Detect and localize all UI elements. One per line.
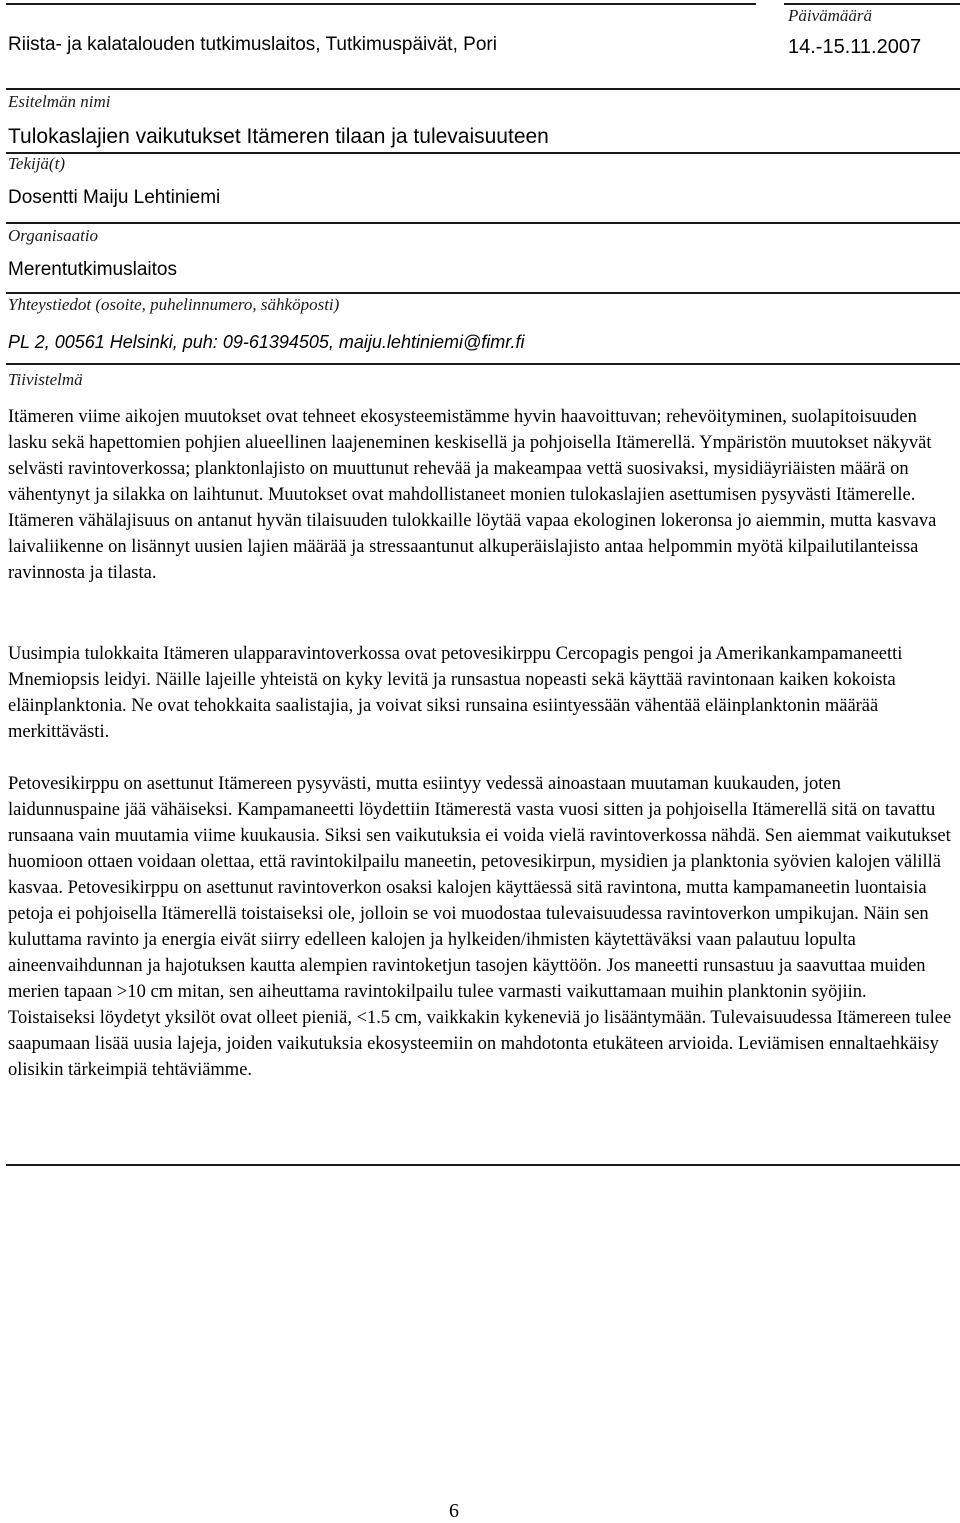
summary-text-3: Petovesikirppu on asettunut Itämereen pysyvästi, mutta esiintyy vedessä ainoastaan muutaman kuukauden, joten laidunnuspaine jää vähäiseksi. Kampamaneetti löydettiin Itämerestä vasta vuosi sitten ja pohjoisella Itämerellä sitä on tavattu runsaana vain muutamia viime kuukausia. Siksi sen vaikutuksia ei voida vielä ravintoverkossa nähdä. Sen aiemmat vaikutukset huomioon ottaen voidaan olettaa, että ravintokilpailu maneetin, petovesikirpun, mysidien ja planktonia syövien kalojen välillä kasvaa. Petovesikirppu on asettunut ravintoverkon osaksi kalojen käyttäessä sitä ravintona, mutta kampamaneetin luontaisia petoja ei pohjoisella Itämerellä toistaiseksi ole, jolloin se voi muodostaa tulevaisuudessa ravintoverkon umpikujan. Näin sen kuluttama ravinto ja energia eivät siirry edelleen kalojen ja hylkeiden/ihmisten käytettäväksi vaan palautuu lopulta aineenvaihdunnan ja hajotuksen kautta alempien ravintoketjun tasojen käyttöön. Jos maneetti runsastuu ja saavuttaa muiden merien tapaan >10 cm mitan, sen aiheuttama ravintokilpailu tulee varmasti vaikuttamaan muihin planktonin syöjiin. Toistaiseksi löydetyt yksilöt ovat olleet pieniä, <1.5 cm, vaikkakin kykeneviä jo lisääntymään. Tulevaisuudessa Itämereen tulee saapumaan lisää uusia lajeja, joiden vaikutuksia ekosysteemiin on mahdotonta etukäteen arvioida. Leviämisen ennaltaehkäisy olisikin tärkeimpiä tehtäviämme. <box>8 774 952 1080</box>
summary-label: Tiivistelmä <box>8 370 83 389</box>
summary-text-2: Uusimpia tulokkaita Itämeren ulapparavintoverkossa ovat petovesikirppu Cercopagis pengoi ja Amerikankampamaneetti Mnemiopsis leidyi. Näille lajeille yhteistä on kyky levitä ja runsastua nopeasti sekä käyttää ravintonaan kaiken kokoista eläinplanktonia. Ne ovat tehokkaita saalistajia, ja voivat siksi runsaina esiintyessään vähentää eläinplanktonin määrää merkittävästi. <box>8 644 903 742</box>
date-label: Päivämäärä <box>788 6 873 25</box>
page-number: 6 <box>449 1500 459 1522</box>
organization-rule <box>6 292 960 294</box>
contact-info: PL 2, 00561 Helsinki, puh: 09-61394505, maiju.lehtiniemi@fimr.fi <box>8 332 525 352</box>
contact-rule <box>6 363 960 365</box>
summary-paragraph-1 <box>8 404 952 586</box>
summary-paragraph-3 <box>8 771 952 1083</box>
author-name: Dosentti Maiju Lehtiniemi <box>8 187 221 208</box>
author-label: Tekijä(t) <box>8 154 65 173</box>
summary-paragraph-2 <box>8 641 952 745</box>
presentation-title: Tulokaslajien vaikutukset Itämeren tilaan ja tulevaisuuteen <box>8 125 549 148</box>
event-date: 14.-15.11.2007 <box>788 36 922 58</box>
organization-name: Merentutkimuslaitos <box>8 259 177 280</box>
author-rule <box>6 222 960 224</box>
summary-bottom-rule <box>6 1164 960 1166</box>
summary-text-1: Itämeren viime aikojen muutokset ovat tehneet ekosysteemistämme hyvin haavoittuvan; rehevöityminen, suolapitoisuuden lasku sekä hapettomien pohjien alueellinen laajeneminen keskisellä ja pohjoisella Itämerellä. Ympäristön muutokset näkyvät selvästi ravintoverkossa; planktonlajisto on muuttunut rehevää ja makeampaa vettä suosivaksi, mysidiäyriäisten määrä on vähentynyt ja silakka on laihtunut. Muutokset ovat mahdollistaneet monien tulokaslajien asettumisen pysyvästi Itämerelle. Itämeren vähälajisuus on antanut hyvän tilaisuuden tulokkaille löytää vapaa ekologinen lokeronsa jo aiemmin, mutta kasvava laivaliikenne on lisännyt uusien lajien määrää ja stressaantunut alkuperäislajisto antaa helpommin myötä kilpailutilanteissa ravinnosta ja tilasta. <box>8 407 937 583</box>
organization-label: Organisaatio <box>8 226 99 245</box>
header-rule <box>6 88 960 90</box>
presentation-name-label: Esitelmän nimi <box>8 92 111 111</box>
title-rule <box>6 152 960 154</box>
event-name: Riista- ja kalatalouden tutkimuslaitos, Tutkimuspäivät, Pori <box>8 34 497 55</box>
contact-label: Yhteystiedot (osoite, puhelinnumero, sähköposti) <box>8 295 340 314</box>
top-rule-left <box>6 3 756 5</box>
top-rule-right <box>784 3 960 5</box>
